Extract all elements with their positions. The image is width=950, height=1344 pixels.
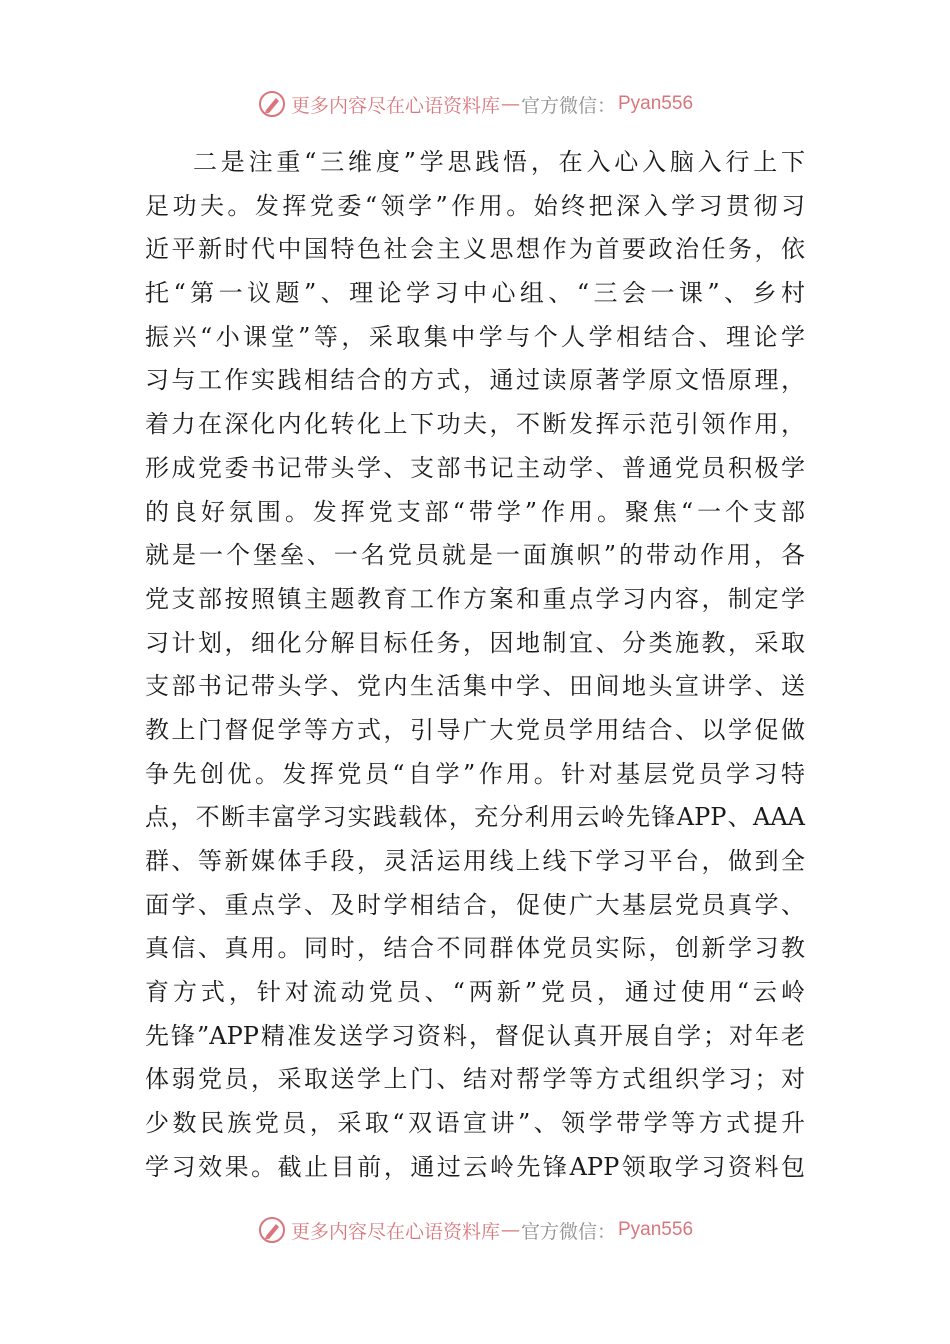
body-line: 的良好氛围。发挥党支部“带学”作用。聚焦“一个支部 xyxy=(145,497,805,526)
body-line: 学习效果。截止目前，通过云岭先锋APP领取学习资料包 xyxy=(145,1152,805,1181)
header-watermark xyxy=(0,84,950,124)
body-line: 着力在深化内化转化上下功夫，不断发挥示范引领作用， xyxy=(145,410,805,439)
body-line: 真信、真用。同时，结合不同群体党员实际，创新学习教 xyxy=(145,934,805,963)
watermark-separator: — xyxy=(500,1219,520,1241)
watermark-separator: — xyxy=(500,93,520,115)
body-line: 习计划，细化分解目标任务，因地制宜、分类施教，采取 xyxy=(145,628,805,657)
body-line: 就是一个堡垒、一名党员就是一面旗帜”的带动作用，各 xyxy=(145,541,805,570)
body-line: 习与工作实践相结合的方式，通过读原著学原文悟原理， xyxy=(145,366,805,395)
body-line: 振兴“小课堂”等，采取集中学与个人学相结合、理论学 xyxy=(145,322,805,351)
body-line: 体弱党员，采取送学上门、结对帮学等方式组织学习；对 xyxy=(145,1065,805,1094)
body-line: 足功夫。发挥党委“领学”作用。始终把深入学习贯彻习 xyxy=(145,191,805,220)
watermark-official-label: 官方微信： xyxy=(520,94,616,117)
watermark-brand: 更多内容尽在心语资料库 xyxy=(290,1220,500,1243)
pen-logo-icon xyxy=(257,1215,287,1245)
body-line: 教上门督促学等方式，引导广大党员学用结合、以学促做 xyxy=(145,715,805,744)
watermark-official-label: 官方微信： xyxy=(520,1220,616,1243)
body-line: 育方式，针对流动党员、“两新”党员，通过使用“云岭 xyxy=(145,978,805,1007)
footer-watermark xyxy=(0,1210,950,1250)
watermark-brand: 更多内容尽在心语资料库 xyxy=(290,94,500,117)
body-line: 支部书记带头学、党内生活集中学、田间地头宣讲学、送 xyxy=(145,672,805,701)
body-line: 少数民族党员，采取“双语宣讲”、领学带学等方式提升 xyxy=(145,1109,805,1138)
body-line: 形成党委书记带头学、支部书记主动学、普通党员积极学 xyxy=(145,453,805,482)
document-body xyxy=(145,141,805,1190)
body-line: 先锋”APP精准发送学习资料，督促认真开展自学；对年老 xyxy=(145,1021,805,1050)
body-line: 近平新时代中国特色社会主义思想作为首要政治任务，依 xyxy=(145,235,805,264)
watermark-wechat-id: Pyan556 xyxy=(618,93,694,114)
body-line: 党支部按照镇主题教育工作方案和重点学习内容，制定学 xyxy=(145,584,805,613)
body-line: 二是注重“三维度”学思践悟，在入心入脑入行上下 xyxy=(193,148,805,176)
body-line: 点，不断丰富学习实践载体，充分利用云岭先锋APP、AAA xyxy=(145,803,805,832)
body-line: 争先创优。发挥党员“自学”作用。针对基层党员学习特 xyxy=(145,759,805,788)
body-line: 面学、重点学、及时学相结合，促使广大基层党员真学、 xyxy=(145,890,805,919)
body-line: 群、等新媒体手段，灵活运用线上线下学习平台，做到全 xyxy=(145,847,805,875)
watermark-wechat-id: Pyan556 xyxy=(618,1219,694,1240)
pen-logo-icon xyxy=(257,89,287,119)
body-line: 托“第一议题”、理论学习中心组、“三会一课”、乡村 xyxy=(145,279,805,308)
